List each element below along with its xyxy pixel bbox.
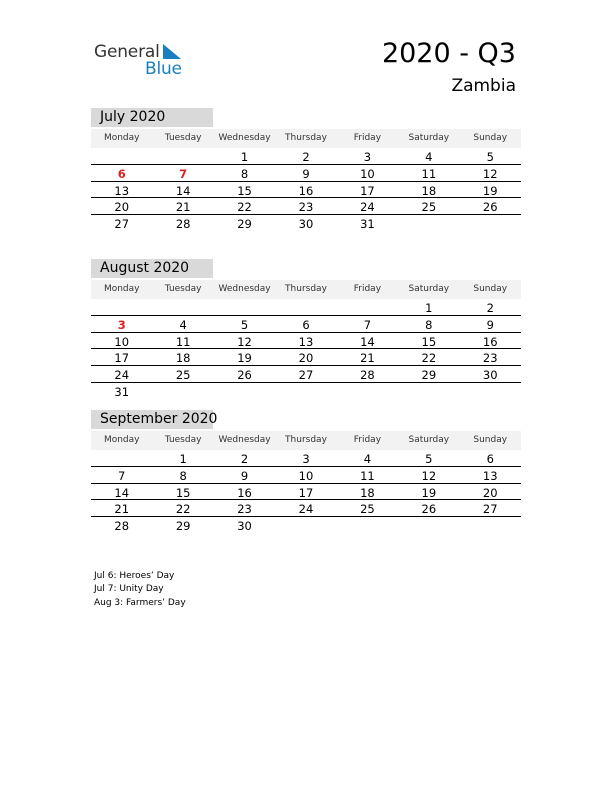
day-cell: 25 bbox=[421, 200, 437, 215]
holiday-day-cell: 6 bbox=[117, 166, 126, 181]
day-cell: 24 bbox=[114, 368, 130, 383]
weekday-label: Friday bbox=[353, 435, 382, 445]
weekday-label: Thursday bbox=[285, 284, 327, 294]
day-cell bbox=[337, 299, 398, 315]
day-cell: 7 bbox=[118, 468, 126, 483]
day-cell: 22 bbox=[175, 502, 191, 517]
day-cell: 27 bbox=[482, 502, 498, 517]
weekday-label: Monday bbox=[103, 133, 140, 143]
day-cell: 14 bbox=[360, 334, 375, 349]
weekday-label: Wednesday bbox=[218, 284, 271, 294]
day-cell: 11 bbox=[360, 468, 375, 483]
month-title: July 2020 bbox=[91, 108, 213, 127]
day-cell: 7 bbox=[363, 317, 372, 332]
day-cell: 20 bbox=[298, 351, 314, 366]
month-block-september bbox=[91, 410, 521, 534]
week-row bbox=[91, 148, 521, 165]
day-cell: 1 bbox=[425, 301, 433, 315]
day-cell: 20 bbox=[482, 485, 498, 500]
weekday-label: Tuesday bbox=[164, 133, 202, 143]
weekday-label: Thursday bbox=[285, 133, 327, 143]
weekday-header-row bbox=[91, 280, 521, 299]
day-cell bbox=[214, 383, 275, 400]
day-cell: 22 bbox=[421, 351, 437, 366]
week-row bbox=[91, 165, 521, 182]
holiday-day-cell: 7 bbox=[179, 166, 188, 181]
day-cell: 18 bbox=[360, 485, 375, 500]
weekday-header-row bbox=[91, 129, 521, 148]
day-cell: 11 bbox=[175, 334, 191, 349]
day-cell: 27 bbox=[114, 217, 130, 232]
week-row bbox=[91, 366, 521, 383]
day-cell: 6 bbox=[302, 317, 310, 332]
day-cell: 31 bbox=[360, 217, 375, 232]
day-cell: 28 bbox=[114, 519, 130, 534]
day-cell: 12 bbox=[421, 468, 437, 483]
day-cell: 14 bbox=[175, 183, 191, 198]
day-cell: 21 bbox=[114, 502, 130, 517]
day-cell bbox=[337, 383, 398, 400]
weekday-label: Tuesday bbox=[164, 435, 202, 445]
day-cell: 15 bbox=[237, 183, 252, 198]
day-cell: 11 bbox=[421, 166, 437, 181]
day-cell: 28 bbox=[360, 368, 375, 383]
week-row bbox=[91, 517, 521, 534]
month-block-august bbox=[91, 259, 521, 400]
weekday-label: Friday bbox=[353, 284, 382, 294]
weekday-label: Saturday bbox=[408, 133, 450, 143]
holiday-note: Jul 7: Unity Day bbox=[94, 584, 164, 595]
weekday-label: Sunday bbox=[473, 435, 508, 445]
day-cell: 19 bbox=[421, 485, 437, 500]
day-cell: 21 bbox=[175, 200, 191, 215]
day-cell bbox=[152, 383, 213, 400]
month-title: August 2020 bbox=[91, 259, 213, 278]
day-cell bbox=[398, 383, 459, 400]
day-cell: 25 bbox=[360, 502, 375, 517]
week-row bbox=[91, 333, 521, 350]
day-cell: 4 bbox=[179, 317, 187, 332]
day-cell: 13 bbox=[298, 334, 314, 349]
day-cell bbox=[460, 215, 521, 232]
day-cell: 5 bbox=[486, 150, 494, 164]
day-cell bbox=[91, 450, 152, 466]
day-cell: 17 bbox=[114, 351, 130, 366]
day-cell: 17 bbox=[298, 485, 314, 500]
weekday-label: Friday bbox=[353, 133, 382, 143]
day-cell bbox=[398, 517, 459, 534]
day-cell: 5 bbox=[240, 317, 249, 332]
logo-triangle-icon bbox=[161, 44, 183, 60]
day-cell: 2 bbox=[240, 452, 249, 466]
day-cell bbox=[337, 517, 398, 534]
day-cell: 26 bbox=[421, 502, 437, 517]
day-cell: 2 bbox=[302, 150, 310, 164]
weekday-label: Wednesday bbox=[218, 133, 271, 143]
day-cell: 19 bbox=[482, 183, 498, 198]
day-cell: 30 bbox=[298, 217, 314, 232]
day-cell: 18 bbox=[421, 183, 437, 198]
day-cell: 10 bbox=[298, 468, 314, 483]
weekday-label: Tuesday bbox=[164, 284, 202, 294]
day-cell: 10 bbox=[360, 166, 375, 181]
day-cell bbox=[91, 148, 152, 164]
day-cell bbox=[214, 299, 275, 315]
day-cell: 15 bbox=[421, 334, 437, 349]
weekday-label: Saturday bbox=[408, 284, 450, 294]
week-row bbox=[91, 316, 521, 333]
week-row bbox=[91, 467, 521, 484]
day-cell: 17 bbox=[360, 183, 375, 198]
day-cell: 29 bbox=[421, 368, 437, 383]
day-cell: 10 bbox=[114, 334, 130, 349]
day-cell bbox=[460, 383, 521, 400]
holiday-note: Jul 6: Heroes’ Day bbox=[94, 571, 175, 581]
month-block-july bbox=[91, 108, 521, 232]
day-cell: 21 bbox=[360, 351, 375, 366]
day-cell: 31 bbox=[114, 384, 130, 399]
day-cell: 8 bbox=[425, 317, 433, 332]
logo-text-blue: Blue bbox=[145, 59, 182, 79]
week-row bbox=[91, 198, 521, 215]
day-cell: 30 bbox=[237, 519, 252, 534]
logo-text-general: General bbox=[94, 42, 160, 62]
day-cell: 26 bbox=[237, 368, 252, 383]
day-cell bbox=[275, 299, 336, 315]
week-row bbox=[91, 182, 521, 199]
day-cell: 14 bbox=[114, 485, 130, 500]
weekday-label: Monday bbox=[103, 284, 140, 294]
day-cell: 1 bbox=[179, 452, 187, 466]
country-name: Zambia bbox=[451, 76, 516, 96]
day-cell: 9 bbox=[302, 166, 310, 181]
day-cell: 15 bbox=[175, 485, 191, 500]
week-row bbox=[91, 215, 521, 232]
day-cell bbox=[91, 299, 152, 315]
week-row bbox=[91, 299, 521, 316]
weekday-label: Thursday bbox=[285, 435, 327, 445]
day-cell: 12 bbox=[482, 166, 498, 181]
week-row bbox=[91, 484, 521, 501]
day-cell: 4 bbox=[363, 452, 372, 466]
day-cell: 20 bbox=[114, 200, 130, 215]
day-cell: 23 bbox=[237, 502, 252, 517]
day-cell: 27 bbox=[298, 368, 314, 383]
weekday-label: Sunday bbox=[473, 133, 508, 143]
page-title: 2020 - Q3 bbox=[381, 38, 516, 69]
weekday-label: Wednesday bbox=[218, 435, 271, 445]
day-cell: 8 bbox=[240, 166, 249, 181]
weekday-label: Saturday bbox=[408, 435, 450, 445]
day-cell bbox=[152, 299, 213, 315]
day-cell: 30 bbox=[482, 368, 498, 383]
day-cell: 5 bbox=[425, 452, 433, 466]
day-cell: 29 bbox=[237, 217, 252, 232]
day-cell bbox=[398, 215, 459, 232]
day-cell: 3 bbox=[302, 452, 310, 466]
weekday-label: Sunday bbox=[473, 284, 508, 294]
day-cell: 19 bbox=[237, 351, 252, 366]
weekday-label: Monday bbox=[103, 435, 140, 445]
day-cell: 2 bbox=[486, 301, 494, 315]
day-cell: 29 bbox=[175, 519, 191, 534]
day-cell: 23 bbox=[482, 351, 498, 366]
holiday-day-cell: 3 bbox=[117, 317, 126, 332]
day-cell: 24 bbox=[298, 502, 314, 517]
day-cell: 25 bbox=[175, 368, 191, 383]
day-cell: 16 bbox=[482, 334, 498, 349]
day-cell: 24 bbox=[360, 200, 375, 215]
day-cell: 16 bbox=[237, 485, 252, 500]
day-cell: 23 bbox=[298, 200, 314, 215]
week-row bbox=[91, 349, 521, 366]
day-cell: 6 bbox=[486, 452, 494, 466]
weekday-header-row bbox=[91, 431, 521, 450]
day-cell: 26 bbox=[482, 200, 498, 215]
day-cell: 13 bbox=[114, 183, 130, 198]
day-cell: 9 bbox=[486, 317, 494, 332]
day-cell bbox=[275, 383, 336, 400]
holiday-notes bbox=[94, 570, 186, 610]
day-cell: 28 bbox=[175, 217, 191, 232]
day-cell: 9 bbox=[240, 468, 249, 483]
day-cell bbox=[152, 148, 213, 164]
day-cell: 8 bbox=[179, 468, 187, 483]
week-row bbox=[91, 383, 521, 400]
generalblue-logo bbox=[94, 42, 194, 78]
week-row bbox=[91, 500, 521, 517]
week-row bbox=[91, 450, 521, 467]
day-cell: 13 bbox=[482, 468, 498, 483]
day-cell: 16 bbox=[298, 183, 314, 198]
holiday-note: Aug 3: Farmers’ Day bbox=[94, 597, 186, 608]
month-title: September 2020 bbox=[91, 410, 213, 429]
day-cell bbox=[460, 517, 521, 534]
day-cell bbox=[275, 517, 336, 534]
day-cell: 18 bbox=[175, 351, 191, 366]
day-cell: 4 bbox=[425, 150, 433, 164]
day-cell: 22 bbox=[237, 200, 252, 215]
day-cell: 1 bbox=[240, 150, 249, 164]
day-cell: 12 bbox=[237, 334, 252, 349]
day-cell: 3 bbox=[363, 150, 372, 164]
